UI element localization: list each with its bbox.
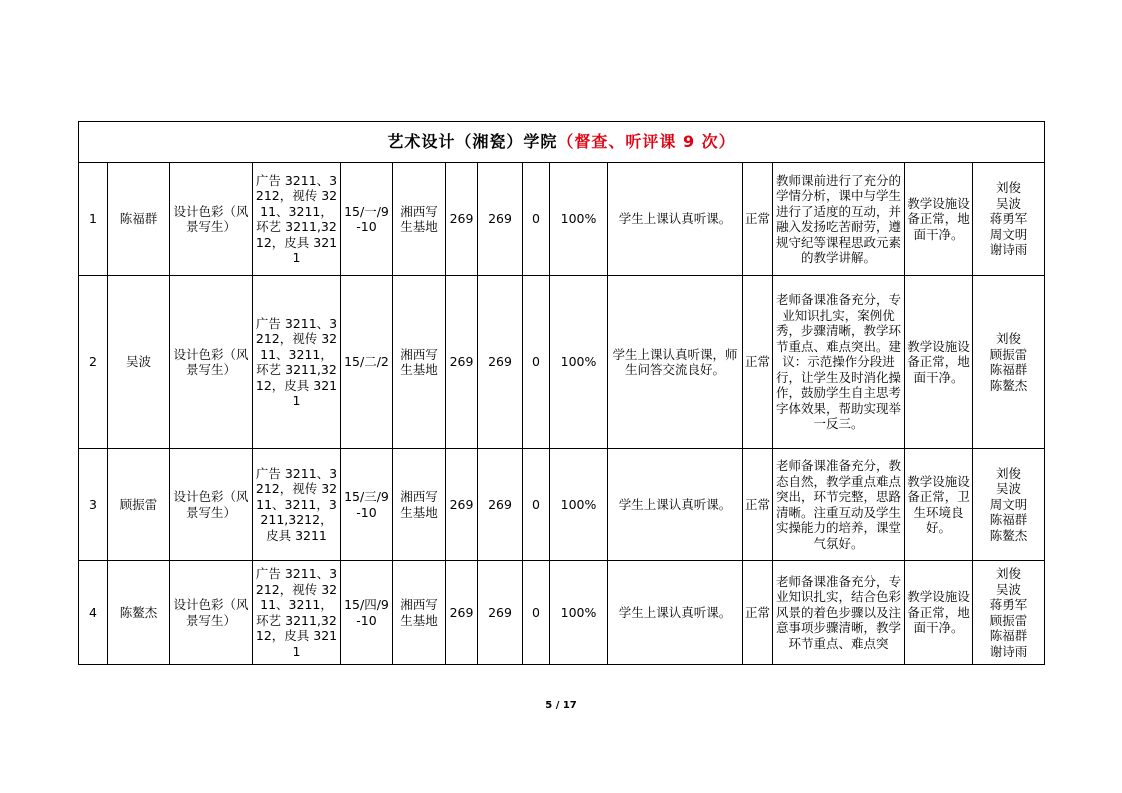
inspector-name: 吴波 (996, 581, 1022, 597)
teaching-order: 正常 (743, 163, 773, 276)
inspector-name: 刘俊 (996, 566, 1022, 581)
enrolled-count: 269 (446, 163, 478, 276)
absent-count: 0 (523, 163, 550, 276)
equipment-status: 教学设施设备正常，地面干净。 (905, 561, 973, 665)
inspector-name: 周文明 (989, 226, 1028, 242)
inspector-name: 刘俊 (996, 465, 1022, 481)
enrolled-count: 269 (446, 561, 478, 665)
inspector-name: 刘俊 (996, 331, 1022, 346)
enrolled-count: 269 (446, 276, 478, 449)
attendance-rate: 100% (550, 561, 608, 665)
row-number: 3 (79, 449, 108, 561)
class-time: 15/四/9-10 (341, 561, 393, 665)
student-status: 学生上课认真听课，师生问答交流良好。 (608, 276, 743, 449)
student-status: 学生上课认真听课。 (608, 561, 743, 665)
class-place: 湘西写生基地 (393, 561, 446, 665)
attendance-rate: 100% (550, 276, 608, 449)
attendance-rate: 100% (550, 163, 608, 276)
teacher-name: 陈鳌杰 (108, 561, 170, 665)
present-count: 269 (478, 276, 523, 449)
student-status: 学生上课认真听课。 (608, 163, 743, 276)
inspector-name: 谢诗雨 (989, 643, 1028, 659)
equipment-status: 教学设施设备正常，地面干净。 (905, 163, 973, 276)
table-row (79, 276, 1045, 449)
row-number: 4 (79, 561, 108, 665)
title-row (79, 122, 1045, 163)
row-number: 1 (79, 163, 108, 276)
inspector-name: 吴波 (996, 195, 1022, 211)
teacher-name: 顾振雷 (108, 449, 170, 561)
attendance-rate: 100% (550, 449, 608, 561)
class-list: 广告 3211、3212，视传 3211、3211，环艺 3211,3212，皮具 3211 (253, 163, 341, 276)
inspector-name: 刘俊 (996, 180, 1022, 196)
course-name: 设计色彩（风景写生） (170, 276, 253, 449)
teaching-feedback: 老师备课准备充分，教态自然，教学重点难点突出，环节完整，思路清晰。注重互动及学生实操能力的培养，课堂气氛好。 (773, 449, 905, 561)
inspector-name: 周文明 (989, 496, 1028, 512)
inspector-name: 谢诗雨 (989, 242, 1028, 258)
inspector-name: 陈福群 (989, 362, 1028, 377)
course-name: 设计色彩（风景写生） (170, 163, 253, 276)
teaching-order: 正常 (743, 561, 773, 665)
present-count: 269 (478, 561, 523, 665)
page-number: 5 / 17 (545, 700, 577, 711)
table-row (79, 561, 1045, 665)
inspector-name: 陈鳌杰 (989, 377, 1028, 393)
absent-count: 0 (523, 276, 550, 449)
inspector-name: 顾振雷 (989, 612, 1028, 628)
enrolled-count: 269 (446, 449, 478, 561)
course-name: 设计色彩（风景写生） (170, 449, 253, 561)
inspector-name: 蒋勇军 (989, 597, 1028, 612)
inspector-list (973, 449, 1045, 561)
present-count: 269 (478, 449, 523, 561)
teaching-feedback: 老师备课准备充分，专业知识扎实，案例优秀，步骤清晰，教学环节重点、难点突出。建议：示范操作分段进行，让学生及时消化操作，鼓励学生自主思考字体效果，帮助实现举一反三。 (773, 276, 905, 449)
class-place: 湘西写生基地 (393, 276, 446, 449)
teaching-feedback: 老师备课准备充分，专业知识扎实，结合色彩风景的着色步骤以及注意事项步骤清晰，教学环节重点、难点突 (773, 561, 905, 665)
inspector-name: 吴波 (996, 481, 1022, 497)
student-status: 学生上课认真听课。 (608, 449, 743, 561)
absent-count: 0 (523, 449, 550, 561)
present-count: 269 (478, 163, 523, 276)
class-list: 广告 3211、3212，视传 3211、3211，环艺 3211,3212，皮具 3211 (253, 276, 341, 449)
inspector-name: 蒋勇军 (989, 211, 1028, 227)
class-list: 广告 3211、3212，视传 3211、3211，环艺 3211,3212，皮具 3211 (253, 561, 341, 665)
class-time: 15/二/2 (341, 276, 393, 449)
class-time: 15/三/9-10 (341, 449, 393, 561)
inspector-name: 陈鳌杰 (989, 527, 1028, 543)
absent-count: 0 (523, 561, 550, 665)
inspector-name: 顾振雷 (989, 346, 1028, 362)
teaching-feedback: 教师课前进行了充分的学情分析，课中与学生进行了适度的互动，并融入发扬吃苦耐劳，遵规守纪等课程思政元素的教学讲解。 (773, 163, 905, 276)
inspector-list (973, 561, 1045, 665)
class-place: 湘西写生基地 (393, 449, 446, 561)
teacher-name: 吴波 (108, 276, 170, 449)
table-row (79, 449, 1045, 561)
equipment-status: 教学设施设备正常，地面干净。 (905, 276, 973, 449)
inspection-table (78, 121, 1045, 665)
inspector-name: 陈福群 (989, 512, 1028, 528)
college-name: 艺术设计（湘瓷）学院 (387, 132, 558, 152)
teaching-order: 正常 (743, 449, 773, 561)
college-title (79, 122, 1045, 163)
inspection-count: （督查、听评课 9 次） (557, 132, 736, 152)
teacher-name: 陈福群 (108, 163, 170, 276)
equipment-status: 教学设施设备正常，卫生环境良好。 (905, 449, 973, 561)
inspector-name: 陈福群 (989, 628, 1028, 643)
row-number: 2 (79, 276, 108, 449)
inspector-list (973, 163, 1045, 276)
table-row (79, 163, 1045, 276)
teaching-order: 正常 (743, 276, 773, 449)
course-name: 设计色彩（风景写生） (170, 561, 253, 665)
class-list: 广告 3211、3212，视传 3211、3211，3211,3212，皮具 3211 (253, 449, 341, 561)
class-time: 15/一/9-10 (341, 163, 393, 276)
inspector-list (973, 276, 1045, 449)
class-place: 湘西写生基地 (393, 163, 446, 276)
